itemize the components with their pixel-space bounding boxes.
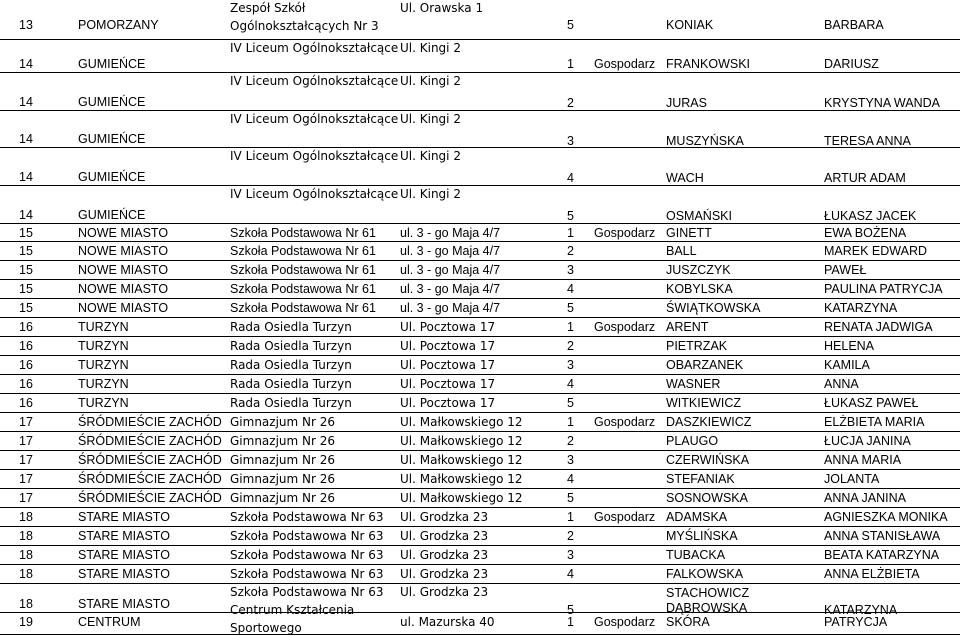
cell-address: Ul. Grodzka 23 xyxy=(400,585,489,599)
cell-school: Rada Osiedla Turzyn xyxy=(230,339,352,353)
cell-school: Rada Osiedla Turzyn xyxy=(230,320,352,334)
cell-surname: KONIAK xyxy=(666,18,714,32)
cell-member: 1 xyxy=(567,615,574,629)
cell-district: GUMIEŃCE xyxy=(78,132,146,146)
table-row xyxy=(0,280,960,299)
cell-surname: OBARZANEK xyxy=(666,358,744,372)
cell-member: 3 xyxy=(567,134,574,148)
cell-nr: 16 xyxy=(19,320,33,334)
cell-member: 4 xyxy=(567,377,574,391)
cell-member: 1 xyxy=(567,415,574,429)
cell-member: 4 xyxy=(567,171,574,185)
cell-nr: 18 xyxy=(19,548,33,562)
cell-district: ŚRÓDMIEŚCIE ZACHÓD xyxy=(78,434,222,448)
table-row xyxy=(0,394,960,413)
cell-member: 2 xyxy=(567,339,574,353)
cell-district: TURZYN xyxy=(78,377,129,391)
cell-address: Ul. Pocztowa 17 xyxy=(400,358,496,372)
cell-nr: 18 xyxy=(19,597,33,611)
cell-district: NOWE MIASTO xyxy=(78,226,169,240)
cell-school: Szkoła Podstawowa Nr 63 xyxy=(230,585,384,599)
cell-firstname: PAWEŁ xyxy=(824,263,867,277)
cell-address: ul. 3 - go Maja 4/7 xyxy=(400,244,501,258)
cell-school: IV Liceum Ogólnokształcące xyxy=(230,74,399,88)
cell-address: Ul. Małkowskiego 12 xyxy=(400,491,523,505)
cell-district: NOWE MIASTO xyxy=(78,282,169,296)
cell-district: ŚRÓDMIEŚCIE ZACHÓD xyxy=(78,491,222,505)
cell-school: Szkoła Podstawowa Nr 63 xyxy=(230,548,384,562)
cell-school: Gimnazjum Nr 26 xyxy=(230,453,336,467)
cell-surname: GINETT xyxy=(666,226,712,240)
cell-school-1: Centrum Kształcenia xyxy=(230,603,355,617)
cell-address: Ul. Małkowskiego 12 xyxy=(400,472,523,486)
cell-nr: 17 xyxy=(19,491,33,505)
cell-address: Ul. Małkowskiego 12 xyxy=(400,453,523,467)
cell-school: Szkoła Podstawowa Nr 61 xyxy=(230,244,376,258)
cell-district: GUMIEŃCE xyxy=(78,208,146,222)
cell-firstname: ANNA MARIA xyxy=(824,453,902,467)
cell-member: 2 xyxy=(567,434,574,448)
cell-district: GUMIEŃCE xyxy=(78,170,146,184)
cell-district: ŚRÓDMIEŚCIE ZACHÓD xyxy=(78,453,222,467)
cell-role: Gospodarz xyxy=(594,415,656,429)
table-row xyxy=(0,413,960,432)
cell-nr: 17 xyxy=(19,453,33,467)
cell-surname: SOSNOWSKA xyxy=(666,491,748,505)
table-row xyxy=(0,565,960,584)
column-divider xyxy=(560,0,561,635)
cell-member: 5 xyxy=(567,209,574,223)
cell-firstname: JOLANTA xyxy=(824,472,880,486)
cell-surname: BALL xyxy=(666,244,697,258)
cell-nr: 17 xyxy=(19,415,33,429)
cell-address: Ul. Grodzka 23 xyxy=(400,567,489,581)
cell-school-1: Zespół Szkół xyxy=(230,1,306,15)
cell-nr: 16 xyxy=(19,339,33,353)
cell-firstname: AGNIESZKA MONIKA xyxy=(824,510,948,524)
cell-school: Gimnazjum Nr 26 xyxy=(230,472,336,486)
cell-district: STARE MIASTO xyxy=(78,567,170,581)
cell-surname: SKÓRA xyxy=(666,615,710,629)
column-divider xyxy=(822,0,823,635)
cell-firstname: EWA BOŻENA xyxy=(824,226,907,240)
table-row xyxy=(0,584,960,617)
cell-school: Gimnazjum Nr 26 xyxy=(230,434,336,448)
cell-member: 5 xyxy=(567,491,574,505)
cell-member: 1 xyxy=(567,510,574,524)
cell-firstname: PAULINA PATRYCJA xyxy=(824,282,943,296)
cell-surname: WITKIEWICZ xyxy=(666,396,741,410)
cell-nr: 14 xyxy=(19,208,33,222)
cell-member: 2 xyxy=(567,244,574,258)
cell-firstname: DARIUSZ xyxy=(824,57,879,71)
cell-member: 3 xyxy=(567,453,574,467)
table-row xyxy=(0,224,960,242)
cell-district: STARE MIASTO xyxy=(78,529,170,543)
column-divider xyxy=(231,0,232,635)
cell-district: TURZYN xyxy=(78,339,129,353)
cell-address: Ul. Małkowskiego 12 xyxy=(400,434,523,448)
column-divider xyxy=(593,0,594,635)
cell-member: 5 xyxy=(567,396,574,410)
cell-school: Rada Osiedla Turzyn xyxy=(230,358,352,372)
table-row xyxy=(0,299,960,318)
column-divider xyxy=(398,0,399,635)
cell-surname: PLAUGO xyxy=(666,434,719,448)
cell-nr: 19 xyxy=(19,615,33,629)
cell-surname: JUSZCZYK xyxy=(666,263,731,277)
cell-firstname: KATARZYNA xyxy=(824,603,898,617)
cell-surname: MUSZYŃSKA xyxy=(666,134,744,148)
cell-address: Ul. Małkowskiego 12 xyxy=(400,415,523,429)
cell-nr: 17 xyxy=(19,472,33,486)
table-row xyxy=(0,451,960,470)
cell-role: Gospodarz xyxy=(594,57,656,71)
cell-surname: DASZKIEWICZ xyxy=(666,415,752,429)
cell-surname: JURAS xyxy=(666,96,707,110)
cell-school: Szkoła Podstawowa Nr 63 xyxy=(230,567,384,581)
table-row xyxy=(0,73,960,111)
cell-nr: 14 xyxy=(19,132,33,146)
cell-member: 5 xyxy=(567,603,574,617)
cell-address: Ul. Kingi 2 xyxy=(400,112,461,126)
table-row xyxy=(0,40,960,73)
table-row xyxy=(0,242,960,261)
cell-address: Ul. Pocztowa 17 xyxy=(400,377,496,391)
cell-firstname: ANNA JANINA xyxy=(824,491,906,505)
cell-address: ul. 3 - go Maja 4/7 xyxy=(400,301,501,315)
cell-firstname: MAREK EDWARD xyxy=(824,244,928,258)
cell-district: ŚRÓDMIEŚCIE ZACHÓD xyxy=(78,472,222,486)
cell-district: POMORZANY xyxy=(78,18,159,32)
cell-nr: 16 xyxy=(19,396,33,410)
cell-firstname: HELENA xyxy=(824,339,875,353)
table-row xyxy=(0,318,960,337)
cell-member: 3 xyxy=(567,358,574,372)
cell-nr: 16 xyxy=(19,377,33,391)
cell-nr: 13 xyxy=(19,18,33,32)
table-row xyxy=(0,546,960,565)
cell-nr: 18 xyxy=(19,567,33,581)
cell-district: STARE MIASTO xyxy=(78,548,170,562)
cell-member: 4 xyxy=(567,472,574,486)
table-row xyxy=(0,261,960,280)
cell-firstname: KATARZYNA xyxy=(824,301,898,315)
table-row xyxy=(0,186,960,224)
cell-surname: FRANKOWSKI xyxy=(666,57,751,71)
cell-district: NOWE MIASTO xyxy=(78,244,169,258)
cell-firstname: ELŻBIETA MARIA xyxy=(824,415,925,429)
table-row xyxy=(0,432,960,451)
cell-member: 1 xyxy=(567,57,574,71)
cell-nr: 14 xyxy=(19,170,33,184)
cell-address: Ul. Pocztowa 17 xyxy=(400,320,496,334)
cell-surname: ARENT xyxy=(666,320,709,334)
cell-district: TURZYN xyxy=(78,320,129,334)
cell-school: Rada Osiedla Turzyn xyxy=(230,377,352,391)
table-row xyxy=(0,470,960,489)
cell-member: 4 xyxy=(567,282,574,296)
cell-school: Gimnazjum Nr 26 xyxy=(230,491,336,505)
cell-surname: ADAMSKA xyxy=(666,510,728,524)
cell-member: 3 xyxy=(567,548,574,562)
cell-address: ul. 3 - go Maja 4/7 xyxy=(400,263,501,277)
table-row xyxy=(0,111,960,148)
cell-school: Szkoła Podstawowa Nr 63 xyxy=(230,510,384,524)
cell-surname: ŚWIĄTKOWSKA xyxy=(666,301,761,315)
cell-school: IV Liceum Ogólnokształcące xyxy=(230,149,399,163)
cell-firstname: ŁUKASZ PAWEŁ xyxy=(824,396,919,410)
cell-school: Szkoła Podstawowa Nr 61 xyxy=(230,263,376,277)
cell-firstname: TERESA ANNA xyxy=(824,134,911,148)
cell-member: 4 xyxy=(567,567,574,581)
cell-address: Ul. Kingi 2 xyxy=(400,74,461,88)
cell-nr: 17 xyxy=(19,434,33,448)
cell-address: Ul. Kingi 2 xyxy=(400,187,461,201)
cell-nr: 15 xyxy=(19,301,33,315)
cell-firstname: BARBARA xyxy=(824,18,884,32)
cell-surname: WASNER xyxy=(666,377,721,391)
table-row xyxy=(0,337,960,356)
cell-address: Ul. Pocztowa 17 xyxy=(400,396,496,410)
cell-surname: KOBYLSKA xyxy=(666,282,733,296)
cell-nr: 15 xyxy=(19,244,33,258)
cell-address: Ul. Orawska 1 xyxy=(400,1,484,15)
cell-firstname: ANNA ELŻBIETA xyxy=(824,567,920,581)
cell-member: 1 xyxy=(567,226,574,240)
cell-nr: 18 xyxy=(19,510,33,524)
cell-district: NOWE MIASTO xyxy=(78,301,169,315)
cell-nr: 16 xyxy=(19,358,33,372)
cell-firstname: KRYSTYNA WANDA xyxy=(824,96,940,110)
cell-school: Szkoła Podstawowa Nr 61 xyxy=(230,301,376,315)
cell-role: Gospodarz xyxy=(594,320,656,334)
cell-surname: STACHOWICZ DĄBROWSKA xyxy=(666,586,750,615)
cell-school-2: Sportowego xyxy=(230,621,302,635)
table-row xyxy=(0,489,960,508)
cell-surname: OSMAŃSKI xyxy=(666,209,732,223)
cell-school: Rada Osiedla Turzyn xyxy=(230,396,352,410)
cell-district: GUMIEŃCE xyxy=(78,95,146,109)
cell-school: Szkoła Podstawowa Nr 63 xyxy=(230,529,384,543)
table-row xyxy=(0,508,960,527)
cell-school: Szkoła Podstawowa Nr 61 xyxy=(230,282,376,296)
cell-member: 2 xyxy=(567,96,574,110)
cell-nr: 14 xyxy=(19,57,33,71)
cell-district: NOWE MIASTO xyxy=(78,263,169,277)
cell-address: Ul. Grodzka 23 xyxy=(400,510,489,524)
cell-district: TURZYN xyxy=(78,358,129,372)
cell-surname: STEFANIAK xyxy=(666,472,735,486)
cell-surname: PIETRZAK xyxy=(666,339,728,353)
cell-district: ŚRÓDMIEŚCIE ZACHÓD xyxy=(78,415,222,429)
cell-member: 2 xyxy=(567,529,574,543)
cell-member: 3 xyxy=(567,263,574,277)
cell-nr: 15 xyxy=(19,282,33,296)
cell-firstname: RENATA JADWIGA xyxy=(824,320,933,334)
cell-school: Gimnazjum Nr 26 xyxy=(230,415,336,429)
cell-district: CENTRUM xyxy=(78,615,141,629)
cell-firstname: ŁUKASZ JACEK xyxy=(824,209,917,223)
cell-school: IV Liceum Ogólnokształcące xyxy=(230,187,399,201)
table-row xyxy=(0,148,960,186)
cell-school: Szkoła Podstawowa Nr 61 xyxy=(230,226,376,240)
table-row xyxy=(0,0,960,40)
cell-address: Ul. Grodzka 23 xyxy=(400,548,489,562)
cell-surname: WACH xyxy=(666,171,704,185)
table-row xyxy=(0,375,960,394)
cell-firstname: ANNA xyxy=(824,377,859,391)
cell-firstname: ARTUR ADAM xyxy=(824,171,906,185)
cell-member: 5 xyxy=(567,18,574,32)
cell-role: Gospodarz xyxy=(594,615,656,629)
cell-surname: FALKOWSKA xyxy=(666,567,744,581)
cell-nr: 18 xyxy=(19,529,33,543)
cell-address: ul. 3 - go Maja 4/7 xyxy=(400,282,501,296)
cell-firstname: BEATA KATARZYNA xyxy=(824,548,940,562)
cell-address: Ul. Kingi 2 xyxy=(400,41,461,55)
table-row xyxy=(0,527,960,546)
cell-address: ul. Mazurska 40 xyxy=(400,615,495,629)
cell-address: Ul. Grodzka 23 xyxy=(400,529,489,543)
cell-school: IV Liceum Ogólnokształcące xyxy=(230,41,399,55)
cell-surname: TUBACKA xyxy=(666,548,726,562)
cell-district: STARE MIASTO xyxy=(78,510,170,524)
cell-school-2: Ogólnokształcących Nr 3 xyxy=(230,19,379,33)
cell-district: TURZYN xyxy=(78,396,129,410)
cell-district: GUMIEŃCE xyxy=(78,57,146,71)
cell-nr: 14 xyxy=(19,95,33,109)
cell-member: 5 xyxy=(567,301,574,315)
cell-nr: 15 xyxy=(19,226,33,240)
cell-firstname: KAMILA xyxy=(824,358,870,372)
cell-firstname: PATRYCJA xyxy=(824,615,888,629)
cell-role: Gospodarz xyxy=(594,226,656,240)
cell-address: ul. 3 - go Maja 4/7 xyxy=(400,226,501,240)
cell-firstname: ŁUCJA JANINA xyxy=(824,434,911,448)
cell-surname: CZERWIŃSKA xyxy=(666,453,750,467)
cell-member: 1 xyxy=(567,320,574,334)
cell-school: IV Liceum Ogólnokształcące xyxy=(230,112,399,126)
cell-address: Ul. Pocztowa 17 xyxy=(400,339,496,353)
cell-district: STARE MIASTO xyxy=(78,597,170,611)
cell-role: Gospodarz xyxy=(594,510,656,524)
cell-firstname: ANNA STANISŁAWA xyxy=(824,529,941,543)
column-divider xyxy=(664,0,665,635)
cell-address: Ul. Kingi 2 xyxy=(400,149,461,163)
cell-surname: MYŚLIŃSKA xyxy=(666,529,738,543)
cell-nr: 15 xyxy=(19,263,33,277)
table-row xyxy=(0,356,960,375)
